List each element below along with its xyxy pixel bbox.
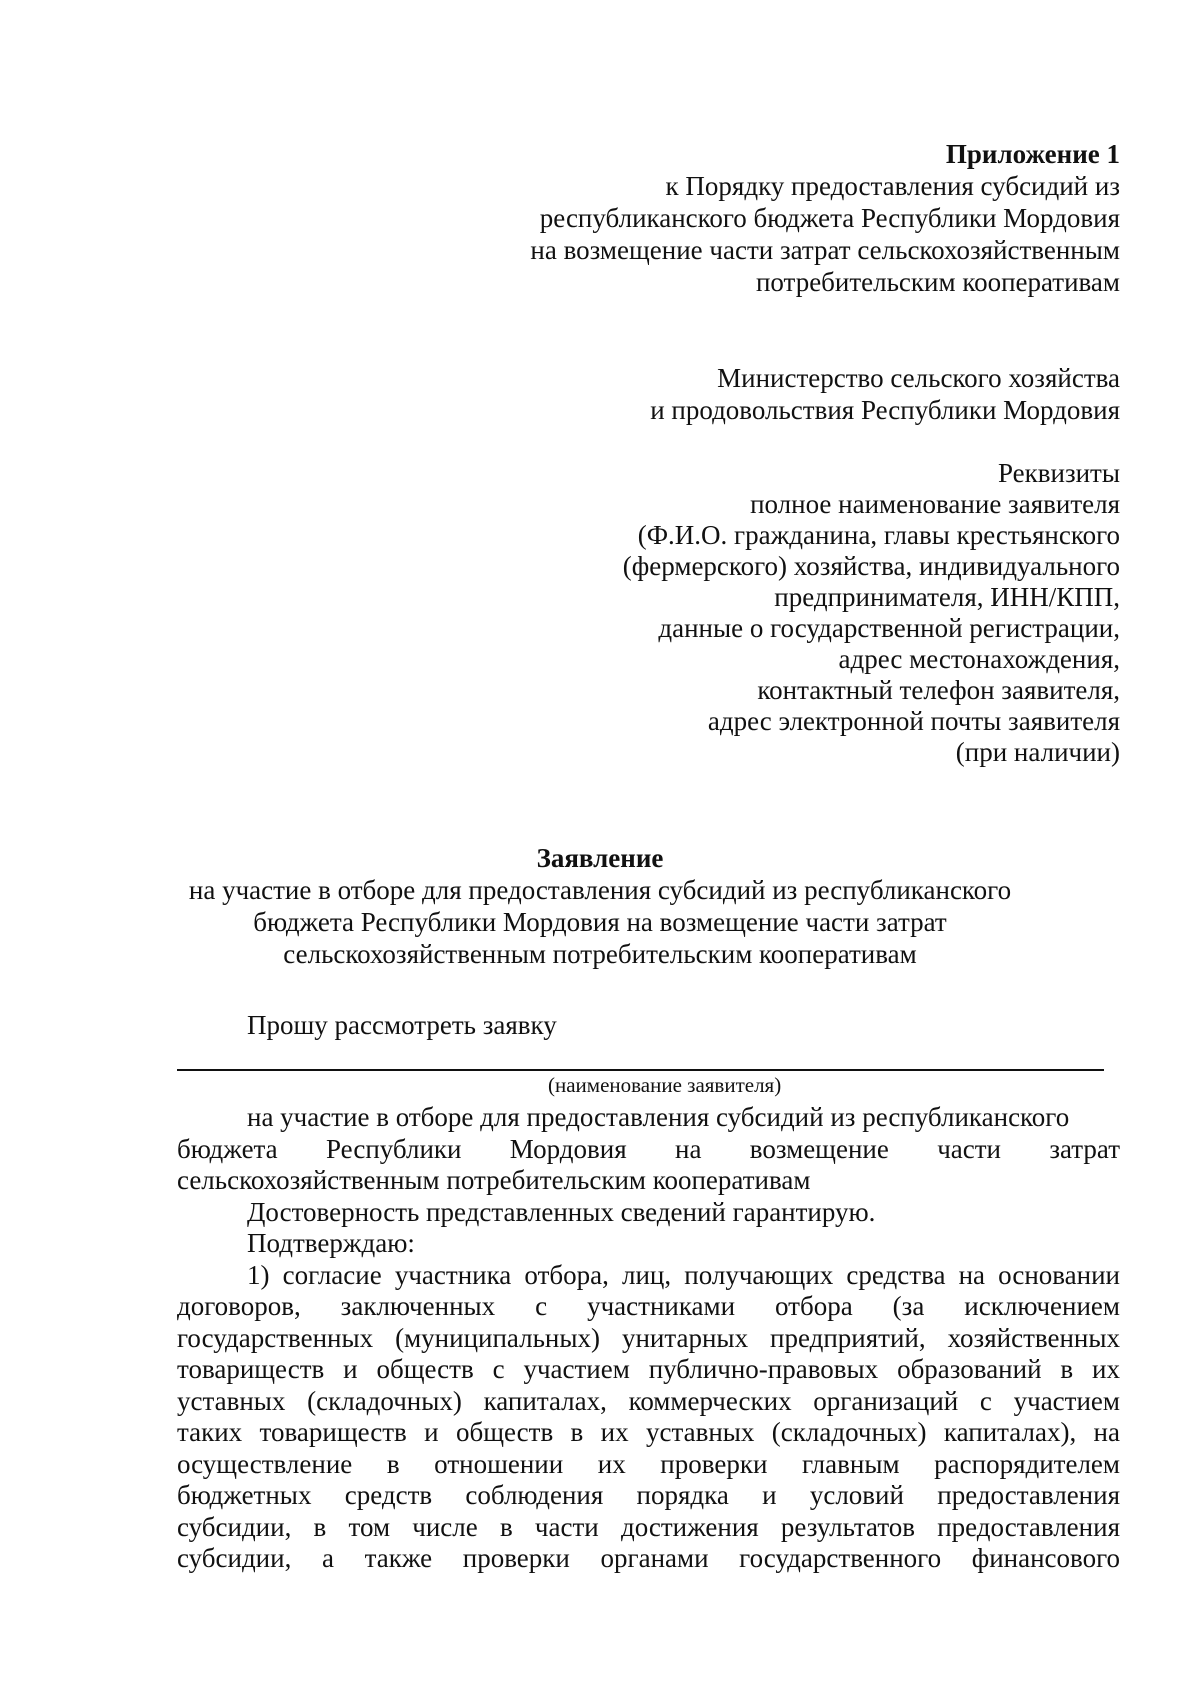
requisites-line: предпринимателя, ИНН/КПП,: [774, 582, 1120, 612]
body-line: 1) согласие участника отбора, лиц, получающих средства на основании: [247, 1259, 1120, 1290]
body-line: уставных (складочных) капиталах, коммерческих организаций с участием: [177, 1385, 1120, 1416]
appendix-title: Приложение 1: [945, 139, 1120, 169]
body-line: бюджета Республики Мордовия на возмещение части затрат: [177, 1133, 1120, 1164]
statement-subtitle-line: на участие в отборе для предоставления субсидий из республиканского: [188, 875, 1012, 905]
body-line: государственных (муниципальных) унитарных предприятий, хозяйственных: [177, 1322, 1120, 1353]
statement-subtitle-line: сельскохозяйственным потребительским кооперативам: [283, 939, 917, 969]
requisites-block: [623, 458, 1120, 768]
appendix-line: к Порядку предоставления субсидий из: [665, 171, 1120, 201]
requisites-line: (при наличии): [955, 737, 1120, 767]
body-line: таких товариществ и обществ в их уставных (складочных) капиталах), на: [177, 1417, 1120, 1447]
requisites-line: адрес местонахождения,: [838, 644, 1120, 674]
appendix-line: на возмещение части затрат сельскохозяйственным: [530, 235, 1120, 265]
applicant-name-rule: [177, 1069, 1104, 1071]
body-line: товариществ и обществ с участием публично-правовых образований в их: [177, 1354, 1120, 1384]
request-text: Прошу рассмотреть заявку: [247, 1010, 557, 1040]
body-line: субсидии, а также проверки органами государственного финансового: [177, 1543, 1120, 1573]
addressee-block: [650, 362, 1120, 426]
body-line: субсидии, в том числе в части достижения результатов предоставления: [177, 1511, 1120, 1542]
requisites-line: данные о государственной регистрации,: [658, 613, 1120, 643]
body-line: сельскохозяйственным потребительским кооперативам: [177, 1165, 811, 1195]
body-line: бюджетных средств соблюдения порядка и условий предоставления: [177, 1480, 1120, 1510]
requisites-line: адрес электронной почты заявителя: [707, 706, 1120, 736]
body-line: договоров, заключенных с участниками отбора (за исключением: [177, 1291, 1120, 1321]
requisites-line: Реквизиты: [997, 458, 1120, 488]
requisites-line: контактный телефон заявителя,: [757, 675, 1120, 705]
statement-subtitle-line: бюджета Республики Мордовия на возмещение части затрат: [253, 907, 947, 937]
applicant-name-caption: (наименование заявителя): [548, 1073, 782, 1097]
requisites-line: (Ф.И.О. гражданина, главы крестьянского: [637, 520, 1120, 550]
addressee-line: Министерство сельского хозяйства: [717, 363, 1120, 393]
appendix-header: [530, 138, 1120, 298]
body-line: на участие в отборе для предоставления субсидий из республиканского: [247, 1102, 1070, 1132]
requisites-line: (фермерского) хозяйства, индивидуального: [622, 551, 1120, 581]
request-paragraph: [177, 1010, 1120, 1042]
appendix-line: республиканского бюджета Республики Мордовия: [539, 203, 1120, 233]
body-line: Достоверность представленных сведений гарантирую.: [247, 1196, 876, 1227]
statement-body: [177, 1102, 1120, 1575]
addressee-line: и продовольствия Республики Мордовия: [650, 395, 1120, 425]
body-line: осуществление в отношении их проверки главным распорядителем: [177, 1448, 1120, 1479]
requisites-line: полное наименование заявителя: [750, 489, 1120, 519]
appendix-line: потребительским кооперативам: [755, 267, 1120, 297]
body-line: Подтверждаю:: [247, 1228, 415, 1258]
statement-heading: [0, 842, 1200, 970]
statement-title: Заявление: [536, 843, 664, 873]
